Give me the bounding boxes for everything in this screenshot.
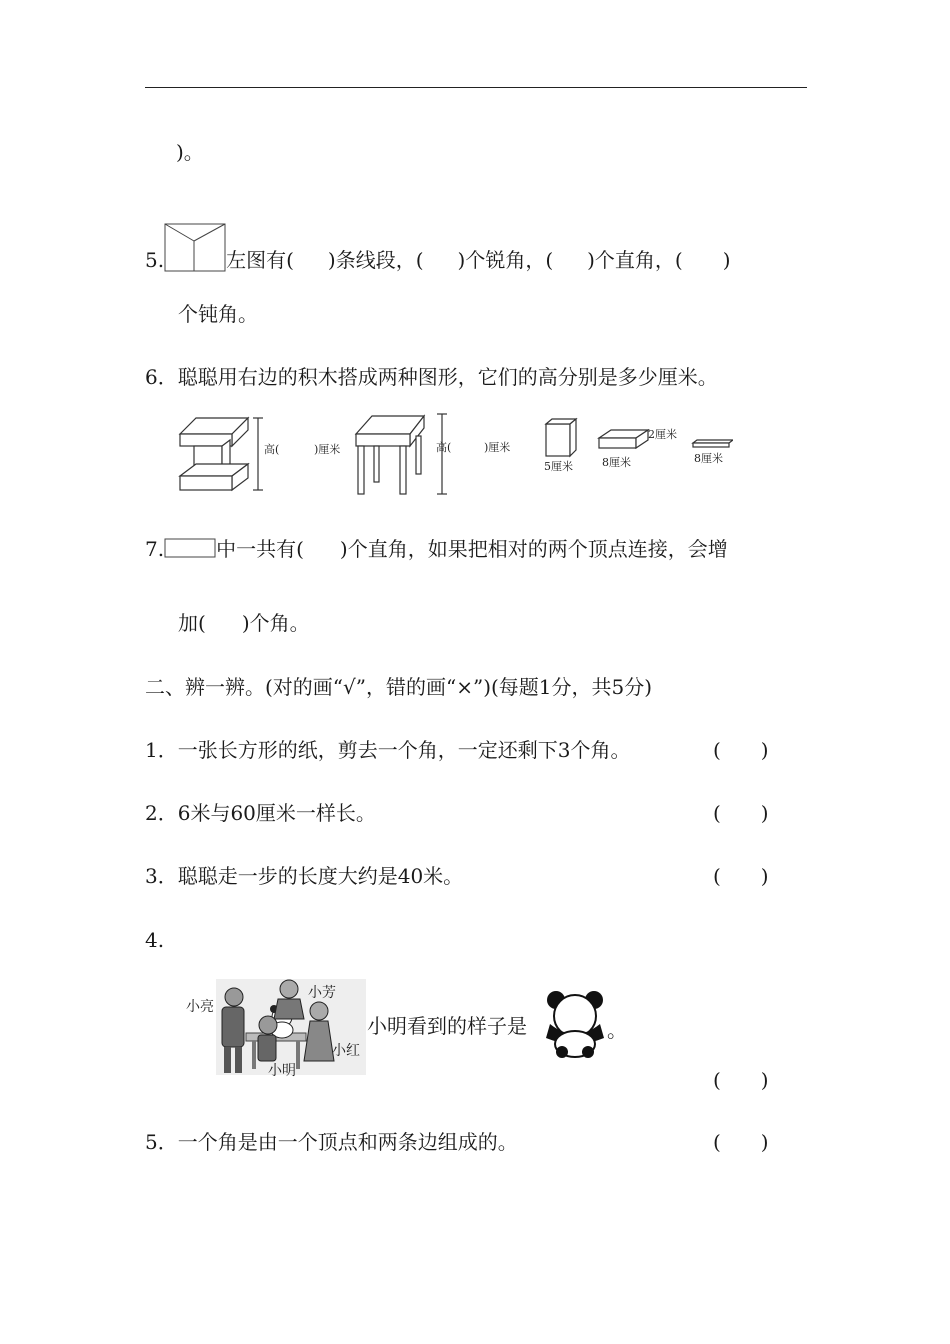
judge-item-1: 1．一张长方形的纸，剪去一个角，一定还剩下3个角。 bbox=[145, 738, 631, 762]
q6-blocks-figure bbox=[178, 410, 733, 498]
judge-item-2: 2．6米与60厘米一样长。 bbox=[145, 801, 376, 825]
q5-text-5: ) bbox=[722, 248, 731, 272]
label-xiaoliang: 小亮 bbox=[186, 999, 214, 1015]
question-7 bbox=[145, 536, 728, 562]
judge-item-1-answer[interactable]: ( ) bbox=[713, 738, 769, 762]
q5-number: 5. bbox=[145, 248, 165, 272]
judge-item-5-answer[interactable]: ( ) bbox=[713, 1130, 769, 1154]
q5-text-4: )个直角，( bbox=[587, 248, 683, 272]
h2-label-a: 高( bbox=[436, 441, 452, 454]
q4-end: 。 bbox=[607, 1018, 627, 1042]
children-drawing bbox=[186, 975, 366, 1080]
block-3-label: 8厘米 bbox=[694, 452, 723, 465]
q5-line-2: 个钝角。 bbox=[178, 302, 258, 326]
block-2-label: 8厘米 bbox=[602, 456, 631, 469]
question-6: 6．聪聪用右边的积木搭成两种图形，它们的高分别是多少厘米。 bbox=[145, 365, 718, 389]
h2-label-b: )厘米 bbox=[484, 441, 511, 454]
q5-text-3: )个锐角，( bbox=[457, 248, 554, 272]
q7-line-2 bbox=[178, 610, 310, 636]
q7-number: 7. bbox=[145, 537, 165, 561]
judge-item-4-answer[interactable]: ( ) bbox=[713, 1068, 769, 1092]
block-2-side-label: 2厘米 bbox=[648, 428, 677, 441]
judge-item-2-answer[interactable]: ( ) bbox=[713, 801, 769, 825]
judge-item-3-answer[interactable]: ( ) bbox=[713, 864, 769, 888]
label-xiaofang: 小芳 bbox=[308, 985, 336, 1001]
h1-label-b: )厘米 bbox=[314, 443, 341, 456]
q5-text-1: 左图有( bbox=[226, 248, 294, 272]
header-rule bbox=[145, 87, 807, 88]
section-2-title: 二、辨一辨。(对的画“√”，错的画“×”)(每题1分，共5分) bbox=[145, 675, 653, 699]
q7-text-2: )个直角，如果把相对的两个顶点连接，会增 bbox=[339, 537, 728, 561]
judge-item-3: 3．聪聪走一步的长度大约是40米。 bbox=[145, 864, 464, 888]
q7-text-1: 中一共有( bbox=[216, 537, 304, 561]
q7-text-3: 加( bbox=[178, 611, 206, 635]
judge-item-5: 5．一个角是由一个顶点和两条边组成的。 bbox=[145, 1130, 518, 1154]
panda-back-view bbox=[544, 988, 606, 1060]
label-xiaoming: 小明 bbox=[268, 1063, 296, 1079]
blocks-drawing bbox=[178, 410, 733, 498]
panda-back-drawing bbox=[544, 988, 606, 1060]
children-panda-illustration bbox=[186, 975, 366, 1080]
h1-label-a: 高( bbox=[264, 443, 280, 456]
q7-text-4: )个角。 bbox=[241, 611, 310, 635]
question-5 bbox=[145, 223, 731, 273]
block-1-label: 5厘米 bbox=[544, 460, 573, 473]
q7-rectangle-figure bbox=[164, 538, 216, 558]
judge-item-4-number: 4. bbox=[145, 928, 165, 952]
label-xiaohong: 小红 bbox=[332, 1043, 360, 1059]
q5-figure bbox=[164, 223, 226, 273]
q5-text-2: )条线段，( bbox=[327, 248, 424, 272]
continuation-text: )。 bbox=[176, 140, 204, 164]
q4-caption: 小明看到的样子是 bbox=[367, 1014, 527, 1038]
